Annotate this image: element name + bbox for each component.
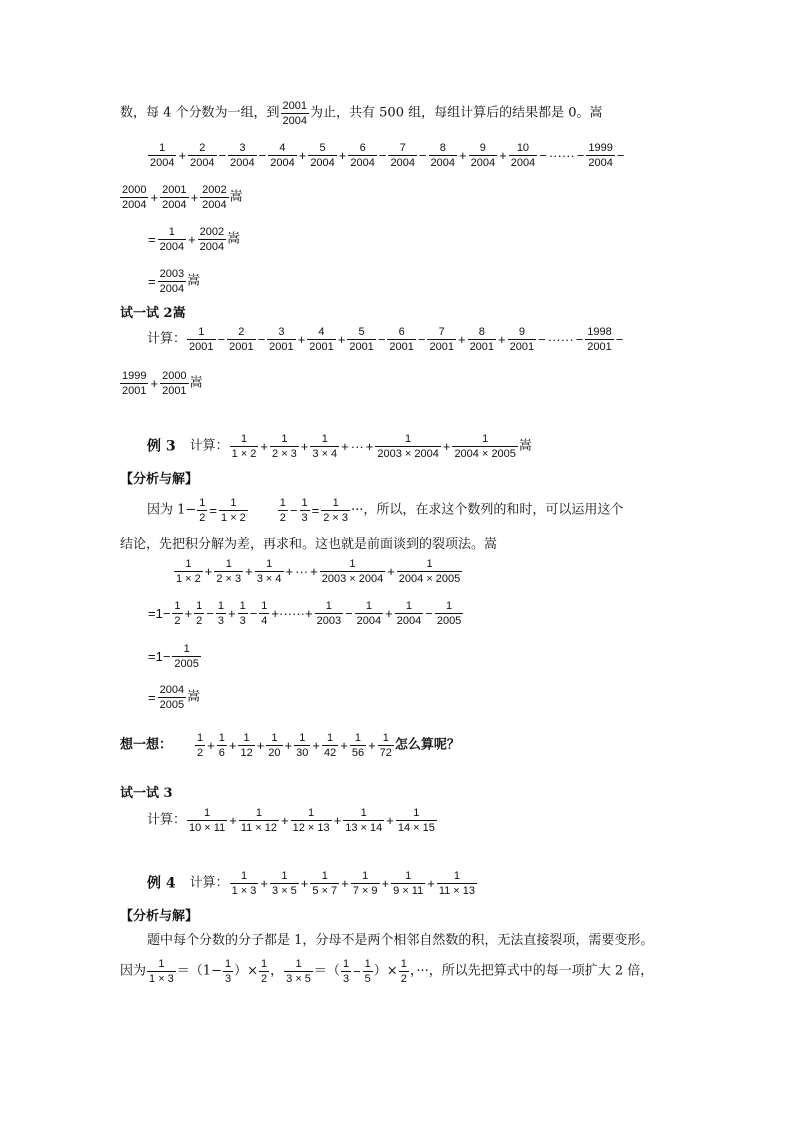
fraction: $\frac{1}{3}$ [217,600,224,627]
fraction: $\frac{1}{2004}$ [356,600,382,627]
heading-try-3: 试一试 3 [120,786,173,801]
formula-line-13: $\frac{1}{1 \times 2}$ + $\frac{1}{2 \times 3}$ + $\frac{1}{3 \times 4}$ + ··· + $\frac{1}{2003 \times 2004}$ + $\frac{1}{2004 \times 2005}$ [176,558,461,585]
formula-line-15: =1− $\frac{1}{2005}$ [148,643,199,670]
fraction: $\frac{1}{5 \times 7}$ [312,870,338,897]
fraction: $\frac{1}{2004 \times 2005}$ [398,558,461,585]
fraction: $\frac{1}{7 \times 9}$ [352,870,378,897]
fraction: $\frac{6}{2004}$ [350,142,375,169]
fraction: $\frac{1}{2003 \times 2004}$ [321,558,384,585]
fraction: $\frac{1}{9 \times 11}$ [393,870,424,897]
fraction: $\frac{1}{12}$ [240,732,253,759]
fraction: $\frac{2001}{2004}$ [162,184,187,211]
formula-line-8: $\frac{1999}{2001}$ + $\frac{2000}{2001}$ 嵩 [122,370,203,397]
fraction: $\frac{1}{3 \times 4}$ [312,433,338,460]
text-line-23: 因为 $\frac{1}{1 \times 3}$ ＝（1− $\frac{1}{3}$ ）× $\frac{1}{2}$ ， $\frac{1}{3 \times 5}$ ＝（ $\frac{1}{3}$ − $\frac{1}{5}$ ）× $\frac{1}{2}$ ，···，所以先把算式中的每一项扩大 2 倍， [120,958,654,985]
fraction: $\frac{1}{2004 \times 2005}$ [454,433,516,460]
fraction: $\frac{4}{2001}$ [309,326,334,353]
fraction: $\frac{1}{3}$ [239,600,246,627]
fraction: $\frac{1}{2003}$ [316,600,342,627]
fraction: $\frac{1998}{2001}$ [587,326,612,353]
fraction: $\frac{1}{1 \times 3}$ [149,958,174,985]
fraction: $\frac{2002}{2004}$ [202,184,227,211]
fraction: $\frac{1}{2}$ [197,732,204,759]
fraction: $\frac{8}{2001}$ [469,326,495,353]
fraction: $\frac{1}{11 \times 13}$ [438,870,476,897]
fraction: $\frac{1}{72}$ [379,732,392,759]
fraction: $\frac{1}{2003 \times 2004}$ [377,433,439,460]
fraction: $\frac{6}{2001}$ [389,326,414,353]
fraction: $\frac{1}{2}$ [261,958,268,985]
formula-line-5: = $\frac{2003}{2004}$ 嵩 [148,268,201,295]
fraction: $\frac{1}{3}$ [224,958,232,985]
fraction: $\frac{1}{2 \times 3}$ [216,558,242,585]
fraction: $\frac{1}{2}$ [174,600,181,627]
heading-analysis-2: 【分析与解】 [120,909,199,924]
fraction: $\frac{1}{2004}$ [159,226,185,253]
text-line-11: 因为 1− $\frac{1}{2}$ = $\frac{1}{1 \times 2}$ $\frac{1}{2}$ − $\frac{1}{3}$ = $\frac{1}{2 \times 3}$ ···，所以，在求这个数列的和时，可以运用这个 [147,497,624,524]
fraction: $\frac{1}{3}$ [301,497,308,524]
fraction: $\frac{2002}{2004}$ [199,226,225,253]
formula-line-19: 计算： $\frac{1}{10 \times 11}$ + $\frac{1}{11 \times 12}$ + $\frac{1}{12 \times 13}$ + $\frac{1}{13 \times 14}$ + $\frac{1}{14 \times 15}$ [147,807,435,834]
text-line-22: 题中每个分数的分子都是 1，分母不是两个相邻自然数的积，无法直接裂项，需要变形。 [147,933,654,948]
fraction: $\frac{2}{2004}$ [190,142,215,169]
fraction: $\frac{1}{6}$ [218,732,225,759]
fraction: $\frac{1}{2004}$ [396,600,422,627]
fraction: $\frac{1}{2005}$ [436,600,462,627]
fraction: $\frac{1}{30}$ [296,732,309,759]
text-line-1: 数，每 4 个分数为一组，到 $\frac{2001}{2004}$ 为止，共有 500 组，每组计算后的结果都是 0。嵩 [120,100,603,127]
fraction: $\frac{1}{2 \times 3}$ [323,497,349,524]
fraction: $\frac{1}{2}$ [279,497,286,524]
fraction: $\frac{1}{2 \times 3}$ [272,433,297,460]
fraction: $\frac{1}{10 \times 11}$ [189,807,226,834]
fraction: $\frac{10}{2004}$ [510,142,536,169]
fraction: $\frac{1}{2}$ [400,958,407,985]
fraction: $\frac{1}{14 \times 15}$ [397,807,435,834]
fraction: $\frac{1}{2}$ [199,497,206,524]
fraction: $\frac{1}{1 \times 2}$ [176,558,201,585]
formula-line-2: $\frac{1}{2004}$ + $\frac{2}{2004}$ − $\frac{3}{2004}$ − $\frac{4}{2004}$ + $\frac{5}{2004}$ + $\frac{6}{2004}$ − $\frac{7}{2004}$ − $\frac{8}{2004}$ + $\frac{9}{2004}$ + $\frac{10}{2004}$ − ······ − $\frac{1999}{2004}$ − [150,142,625,169]
fraction: $\frac{9}{2004}$ [470,142,496,169]
fraction: $\frac{1999}{2001}$ [122,370,147,397]
formula-line-16: = $\frac{2004}{2005}$ 嵩 [148,684,201,711]
fraction: $\frac{4}{2004}$ [270,142,295,169]
fraction: $\frac{2003}{2004}$ [159,268,185,295]
formula-line-3: $\frac{2000}{2004}$ + $\frac{2001}{2004}$ + $\frac{2002}{2004}$ 嵩 [122,184,243,211]
fraction: $\frac{1}{5}$ [364,958,371,985]
fraction: $\frac{1}{3 \times 5}$ [272,870,297,897]
fraction: $\frac{3}{2001}$ [269,326,294,353]
fraction: $\frac{8}{2004}$ [430,142,456,169]
fraction: $\frac{1}{1 \times 2}$ [231,433,257,460]
fraction: $\frac{2004}{2005}$ [159,684,185,711]
fraction: $\frac{5}{2004}$ [310,142,335,169]
formula-line-7: 计算： $\frac{1}{2001}$ − $\frac{2}{2001}$ − $\frac{3}{2001}$ + $\frac{4}{2001}$ + $\frac{5}{2001}$ − $\frac{6}{2001}$ − $\frac{7}{2001}$ + $\frac{8}{2001}$ + $\frac{9}{2001}$ − ······ − $\frac{1998}{2001}$ − [147,326,624,353]
fraction: $\frac{3}{2004}$ [230,142,255,169]
formula-line-14: =1− $\frac{1}{2}$ + $\frac{1}{2}$ − $\frac{1}{3}$ + $\frac{1}{3}$ − $\frac{1}{4}$ +······+ $\frac{1}{2003}$ − $\frac{1}{2004}$ + $\frac{1}{2004}$ − $\frac{1}{2005}$ [148,600,462,627]
fraction: $\frac{1}{2}$ [196,600,203,627]
fraction: $\frac{1}{11 \times 12}$ [240,807,278,834]
fraction: $\frac{2}{2001}$ [229,326,254,353]
fraction: $\frac{1}{4}$ [261,600,268,627]
example-3-line: 例 3 计算： $\frac{1}{1 \times 2}$ + $\frac{1}{2 \times 3}$ + $\frac{1}{3 \times 4}$ + ··· + $\frac{1}{2003 \times 2004}$ + $\frac{1}{2004 \times 2005}$ 嵩 [147,433,532,460]
fraction: $\frac{2000}{2004}$ [122,184,147,211]
fraction: $\frac{1999}{2004}$ [588,142,613,169]
fraction: $\frac{9}{2001}$ [509,326,535,353]
example-4-line: 例 4 计算： $\frac{1}{1 \times 3}$ + $\frac{1}{3 \times 5}$ + $\frac{1}{5 \times 7}$ + $\frac{1}{7 \times 9}$ + $\frac{1}{9 \times 11}$ + $\frac{1}{11 \times 13}$ [147,870,476,897]
heading-try-2: 试一试 2嵩 [120,306,186,321]
fraction: $\frac{5}{2001}$ [349,326,374,353]
fraction: $\frac{1}{2004}$ [150,142,175,169]
fraction: $\frac{1}{12 \times 13}$ [292,807,330,834]
fraction: $\frac{7}{2001}$ [429,326,454,353]
fraction: $\frac{1}{3 \times 4}$ [256,558,282,585]
fraction: $\frac{2000}{2001}$ [162,370,187,397]
fraction: $\frac{1}{1 \times 2}$ [221,497,246,524]
fraction: $\frac{1}{2005}$ [174,643,199,670]
fraction: $\frac{1}{3 \times 5}$ [286,958,311,985]
fraction: $\frac{7}{2004}$ [390,142,415,169]
fraction: $\frac{1}{1 \times 3}$ [231,870,257,897]
fraction: $\frac{1}{56}$ [351,732,365,759]
fraction: $\frac{1}{13 \times 14}$ [345,807,383,834]
formula-line-4: = $\frac{1}{2004}$ + $\frac{2002}{2004}$ 嵩 [148,226,241,253]
fraction: $\frac{1}{20}$ [268,732,281,759]
heading-analysis-1: 【分析与解】 [120,472,199,487]
fraction: $\frac{1}{2001}$ [189,326,214,353]
fraction: $\frac{2001}{2004}$ [282,100,308,127]
fraction: $\frac{1}{3}$ [342,958,350,985]
fraction: $\frac{1}{42}$ [323,732,337,759]
think-line: 想一想： $\frac{1}{2}$ + $\frac{1}{6}$ + $\frac{1}{12}$ + $\frac{1}{20}$ + $\frac{1}{30}$ + $\frac{1}{42}$ + $\frac{1}{56}$ + $\frac{1}{72}$ 怎么算呢？ [120,732,460,759]
text-line-12: 结论，先把积分解为差，再求和。这也就是前面谈到的裂项法。嵩 [120,537,498,552]
